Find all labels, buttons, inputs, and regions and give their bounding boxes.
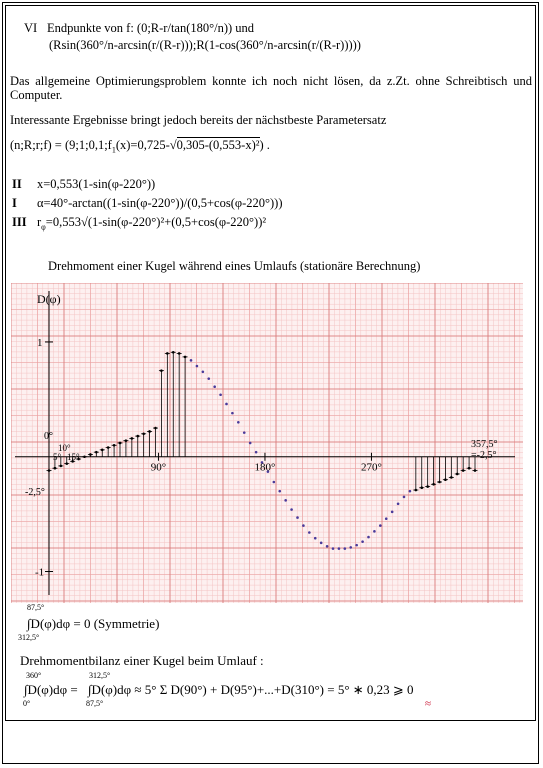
torque-point (101, 449, 104, 452)
torque-point (403, 496, 406, 499)
endpoint-line-1: Endpunkte von f: (0;R-r/tan(180°/n)) und (47, 21, 255, 35)
balance-integral-2: ∫D(φ)dφ ≈ 5° Σ D(90°) + D(95°)+...+D(310°) = 5° ∗ 0,23 ⩾ 0 (88, 682, 414, 697)
torque-point (290, 508, 293, 511)
torque-chart (11, 283, 523, 603)
torque-point (349, 546, 352, 549)
torque-point (243, 431, 246, 434)
torque-point (89, 453, 92, 456)
torque-point (255, 451, 258, 454)
torque-point (202, 371, 205, 374)
chart-background (11, 283, 523, 603)
balance-lower-limit-1: 0° (23, 699, 31, 708)
torque-point (231, 412, 234, 415)
torque-point (95, 451, 98, 454)
y-tick-minus-1: -1 (35, 566, 45, 579)
torque-point (379, 524, 382, 527)
torque-point (468, 467, 471, 470)
balance-lower-limit-2: 87,5° (86, 699, 104, 708)
torque-point (302, 524, 305, 527)
torque-point (332, 547, 335, 550)
equation-i: α=40°-arctan((1-sin(φ-220°))/(0,5+cos(φ-220°))) (37, 196, 283, 210)
torque-point (219, 393, 222, 396)
balance-upper-limit-1: 360° (26, 671, 42, 680)
torque-point (456, 473, 459, 476)
torque-point (320, 542, 323, 545)
torque-point (83, 455, 86, 458)
torque-point (225, 403, 228, 406)
torque-point (420, 486, 423, 489)
torque-point (273, 481, 276, 484)
torque-point (474, 469, 477, 472)
torque-point (278, 490, 281, 493)
torque-point (60, 465, 63, 468)
torque-point (125, 439, 128, 442)
torque-point (48, 469, 51, 472)
y-tick-1: 1 (37, 336, 43, 349)
torque-point (438, 481, 441, 484)
torque-point (385, 517, 388, 520)
equation-label-ii: II (12, 177, 22, 191)
torque-point (166, 352, 169, 355)
torque-point (314, 537, 317, 540)
torque-point (355, 544, 358, 547)
torque-point (213, 385, 216, 388)
torque-point (113, 444, 116, 447)
torque-point (160, 369, 163, 372)
chart-title: Drehmoment einer Kugel während eines Umlaufs (stationäre Berechnung) (48, 259, 421, 273)
torque-point (284, 499, 287, 502)
torque-point (397, 503, 400, 506)
torque-point (190, 359, 193, 362)
torque-point (136, 435, 139, 438)
torque-point (65, 462, 68, 465)
torque-point (444, 478, 447, 481)
x-tick-90: 90° (150, 461, 167, 474)
equation-ii: x=0,553(1-sin(φ-220°)) (37, 177, 156, 191)
symmetry-lower-limit: 312,5° (18, 633, 40, 642)
x-tick-270: 270° (361, 461, 382, 474)
torque-point (184, 356, 187, 359)
torque-point (142, 432, 145, 435)
x-tick-180: 180° (254, 461, 276, 474)
equation-label-i: I (12, 196, 17, 210)
torque-point (326, 545, 329, 548)
torque-point (154, 427, 157, 430)
torque-point (462, 469, 465, 472)
torque-point (207, 377, 210, 380)
symmetry-integral: ∫D(φ)dφ = 0 (Symmetrie) (27, 616, 160, 631)
torque-point (119, 442, 122, 445)
equation-iii: $r_\varphi=0,553√(1-\sin(\varphi-220^\circ)^2+(0,5+\cos(\varphi-220^\circ))^2$ (37, 215, 267, 232)
torque-point (432, 483, 435, 486)
torque-point (308, 531, 311, 534)
torque-point (237, 421, 240, 424)
torque-point (107, 446, 110, 449)
torque-point (131, 437, 134, 440)
torque-point (361, 540, 364, 543)
section-number: VI (24, 21, 38, 35)
parameter-formula: (n;R;r;f) = $(9;1;0,1;f_1(x)=0,725-√0,305-(0,553-x)^2)$ . (10, 138, 270, 155)
endpoint-line-2: (Rsin(360°/n-arcsin(r/(R-r)));R(1-cos(360°/n-arcsin(r/(R-r))))) (49, 38, 361, 52)
balance-title: Drehmomentbilanz einer Kugel beim Umlauf : (20, 653, 264, 668)
torque-point (409, 490, 412, 493)
torque-point (196, 365, 199, 368)
torque-point (367, 536, 370, 539)
annotation-15-deg: 15° (67, 452, 80, 462)
torque-point (338, 547, 341, 550)
torque-point (178, 352, 181, 355)
balance-integral-1: ∫D(φ)dφ = (24, 682, 78, 697)
annotation-0-deg: 0° (44, 431, 53, 442)
annotation-equals-minus-2-5-deg: =-2,5° (471, 450, 497, 461)
torque-point (249, 442, 252, 445)
paragraph-parameters: Interessante Ergebnisse bringt jedoch bereits der nächstbeste Parametersatz (10, 113, 387, 127)
torque-point (426, 485, 429, 488)
torque-point (54, 467, 57, 470)
annotation-minus-2-5-deg: -2,5° (25, 487, 45, 498)
torque-point (450, 476, 453, 479)
paragraph-optimization: Das allgemeine Optimierungsproblem konnte ich noch nicht lösen, da z.Zt. ohne Schreibtisch und Computer. (10, 74, 532, 102)
equation-label-iii: III (12, 215, 27, 229)
torque-point (148, 430, 151, 433)
balance-upper-limit-2: 312,5° (89, 671, 111, 680)
annotation-5-deg: 5° (53, 452, 62, 462)
torque-point (344, 547, 347, 550)
approx-mark: ≈ (425, 698, 432, 710)
torque-point (373, 530, 376, 533)
torque-point (415, 489, 418, 492)
symmetry-upper-limit: 87,5° (27, 603, 45, 612)
torque-point (172, 351, 175, 354)
annotation-357-5-deg: 357,5° (471, 439, 498, 450)
annotation-10-deg: 10° (58, 443, 71, 453)
torque-point (391, 511, 394, 514)
torque-point (296, 516, 299, 519)
y-axis-label: D(φ) (37, 292, 61, 306)
